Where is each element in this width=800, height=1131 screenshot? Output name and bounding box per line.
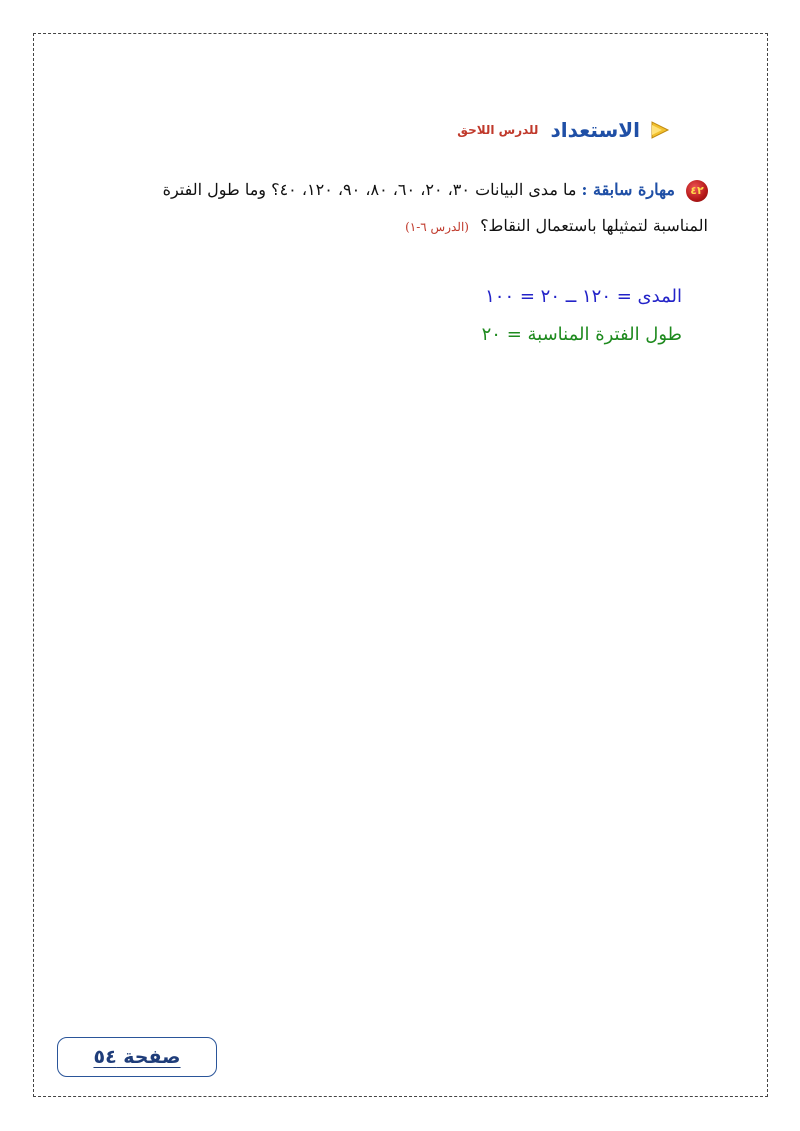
question-number-badge: ٤٢ <box>686 180 708 202</box>
triangle-arrow-icon <box>648 120 670 140</box>
question-text: ما مدى البيانات ٣٠، ٢٠، ٦٠، ٨٠، ٩٠، ١٢٠، ٤٠؟ وما طول الفترة المناسبة لتمثيلها باستعمال النقاط؟ <box>162 180 708 235</box>
question-label: مهارة سابقة : <box>581 180 675 199</box>
page-number-label: صفحة ٥٤ <box>93 1046 181 1068</box>
answer-interval: طول الفترة المناسبة = ٢٠ <box>481 324 682 345</box>
page-number-box <box>57 1037 217 1077</box>
section-header <box>457 118 670 142</box>
lesson-reference: (الدرس ٦-١) <box>405 220 469 234</box>
answer-range: المدى = ١٢٠ ــ ٢٠ = ١٠٠ <box>485 286 682 307</box>
question-block <box>108 172 708 245</box>
section-title: الاستعداد <box>550 118 640 142</box>
section-subtitle: للدرس اللاحق <box>457 123 539 137</box>
